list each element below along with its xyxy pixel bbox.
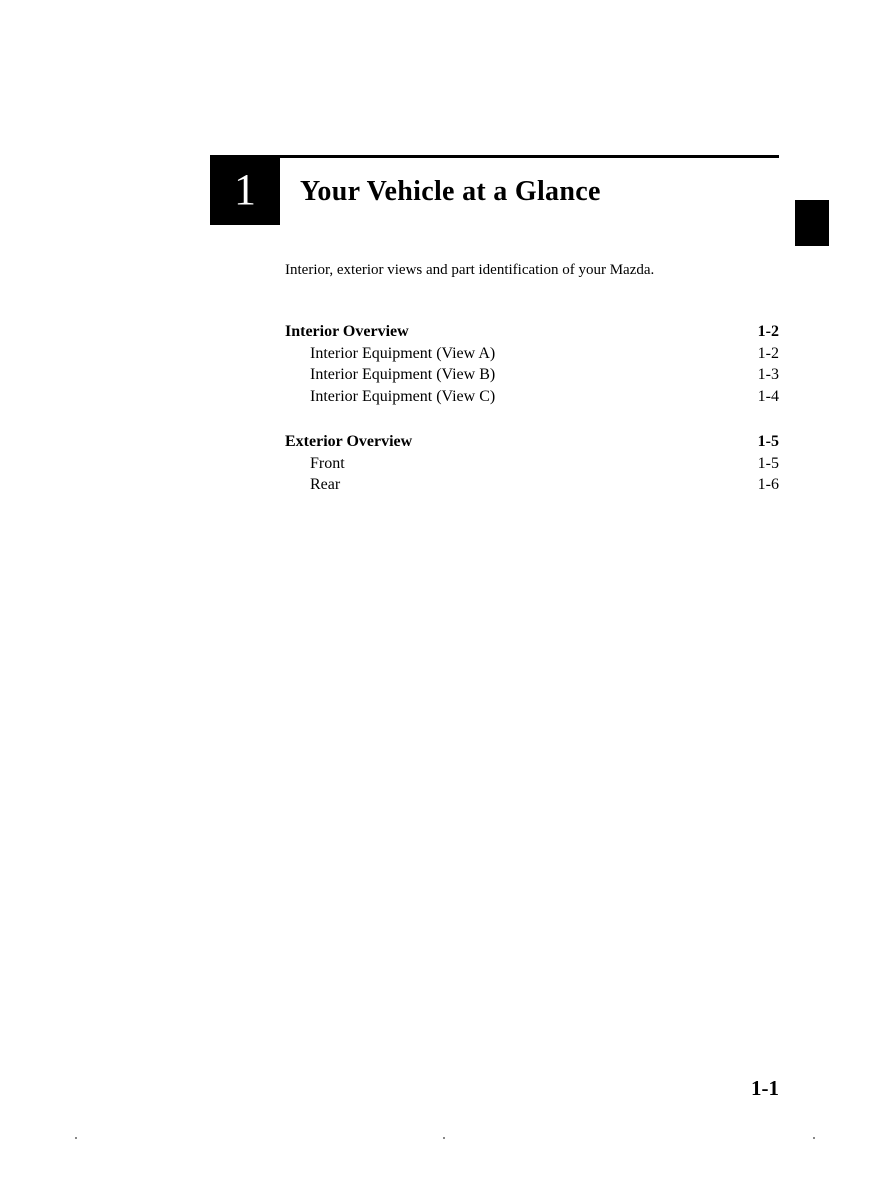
toc-item-label: Interior Equipment (View A): [310, 344, 496, 362]
trim-mark-center: [443, 1137, 445, 1139]
trim-mark-left: [75, 1137, 77, 1139]
toc-item-interior-view-a[interactable]: [285, 343, 779, 365]
table-of-contents: [285, 321, 779, 520]
toc-heading-interior-overview[interactable]: [285, 321, 779, 343]
toc-heading-exterior-overview[interactable]: [285, 431, 779, 453]
toc-item-label: Interior Equipment (View B): [310, 366, 496, 383]
chapter-thumb-tab: [795, 200, 829, 246]
toc-item-page: 1-4: [757, 387, 779, 405]
toc-heading-label: Exterior Overview: [285, 433, 413, 450]
chapter-rule: [210, 155, 779, 158]
chapter-number-box: [210, 155, 280, 225]
toc-group-interior: [285, 321, 779, 407]
toc-item-rear[interactable]: [285, 474, 779, 496]
toc-item-page: 1-3: [757, 366, 779, 383]
trim-mark-right: [813, 1137, 815, 1139]
toc-heading-page: 1-2: [757, 323, 779, 340]
toc-item-interior-view-b[interactable]: [285, 364, 779, 386]
chapter-number: 1: [234, 165, 256, 214]
toc-item-page: 1-2: [757, 344, 779, 362]
toc-item-page: 1-6: [757, 476, 779, 493]
toc-heading-page: 1-5: [757, 433, 779, 450]
toc-item-label: Front: [310, 454, 345, 472]
toc-item-label: Interior Equipment (View C): [310, 387, 496, 405]
page-number: 1-1: [751, 1076, 779, 1100]
toc-heading-label: Interior Overview: [285, 323, 409, 340]
toc-item-label: Rear: [310, 476, 341, 493]
chapter-title: Your Vehicle at a Glance: [300, 176, 601, 207]
toc-item-front[interactable]: [285, 453, 779, 475]
toc-group-exterior: [285, 431, 779, 496]
chapter-intro: Interior, exterior views and part identification of your Mazda.: [285, 262, 655, 278]
toc-item-interior-view-c[interactable]: [285, 386, 779, 408]
toc-item-page: 1-5: [757, 454, 779, 472]
